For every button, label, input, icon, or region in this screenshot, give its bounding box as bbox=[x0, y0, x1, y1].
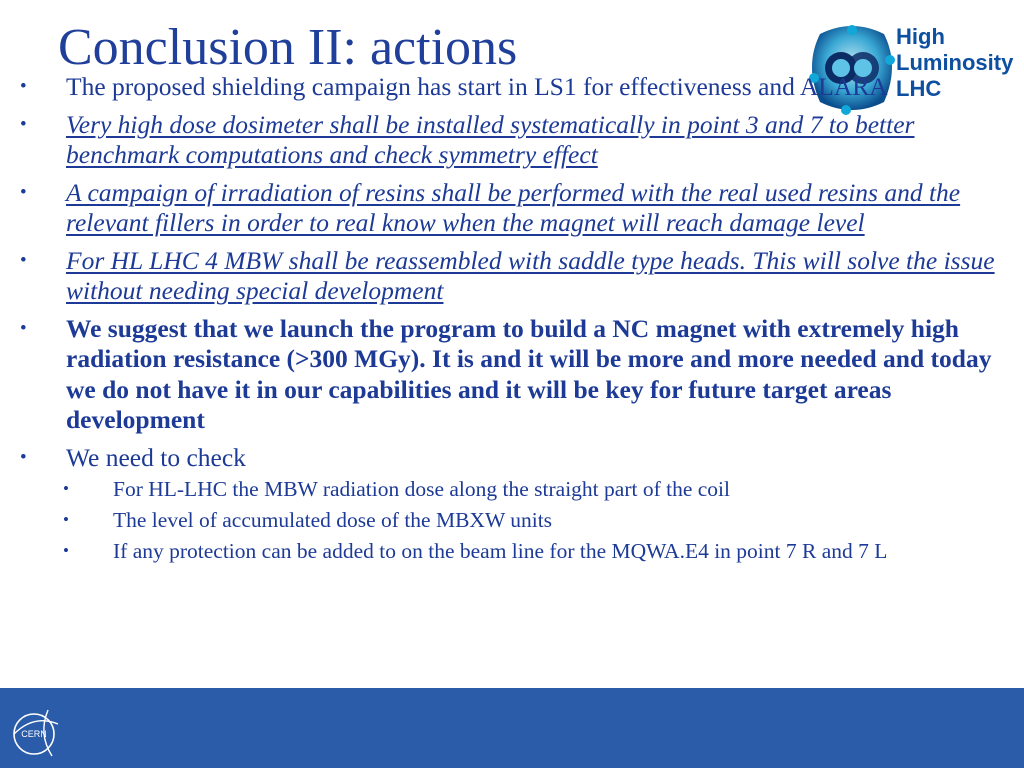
bullet-marker: • bbox=[20, 181, 27, 203]
sub-bullet-mbw-dose bbox=[0, 477, 1024, 501]
cern-logo-icon bbox=[8, 704, 64, 760]
sub-bullet-marker: • bbox=[63, 541, 69, 560]
bullet-resin-irradiation bbox=[0, 178, 1024, 239]
bullet-text: A campaign of irradiation of resins shall be performed with the real used resins and the relevant fillers in order to real know when the magnet will reach damage level bbox=[66, 177, 961, 237]
sub-bullet-marker: • bbox=[63, 510, 69, 529]
bullet-marker: • bbox=[20, 113, 27, 135]
bullet-shielding-campaign bbox=[0, 72, 1024, 103]
bullet-text: We suggest that we launch the program to build a NC magnet with extremely high radiation resistance (>300 MGy). It is and it will be more and more needed and today we do not have it in our capabilities and it will be key for future target areas development bbox=[66, 313, 992, 434]
logo-line-2: Luminosity bbox=[896, 50, 1014, 75]
logo-line-1: High bbox=[896, 24, 945, 49]
sub-bullet-mbxw-dose bbox=[0, 508, 1024, 532]
bullet-text: Very high dose dosimeter shall be installed systematically in point 3 and 7 to better benchmark computations and check symmetry effect bbox=[66, 109, 915, 169]
sub-bullet-marker: • bbox=[63, 479, 69, 498]
bullet-list bbox=[0, 72, 1024, 570]
sub-bullet-mqwa-protection bbox=[0, 539, 1024, 563]
bullet-mbw-reassembly bbox=[0, 246, 1024, 307]
sub-bullet-text: The level of accumulated dose of the MBXW units bbox=[113, 508, 553, 532]
sub-bullet-text: If any protection can be added to on the beam line for the MQWA.E4 in point 7 R and 7 L bbox=[113, 539, 888, 563]
cern-logo-text: CERN bbox=[21, 729, 47, 739]
bullet-text: The proposed shielding campaign has start in LS1 for effectiveness and ALARA bbox=[66, 72, 888, 101]
bullet-marker: • bbox=[20, 249, 27, 271]
footer-bar bbox=[0, 688, 1024, 768]
logo-line-3: LHC bbox=[896, 76, 942, 101]
bullet-marker: • bbox=[20, 317, 27, 339]
bullet-marker: • bbox=[20, 76, 27, 97]
bullet-marker: • bbox=[20, 446, 27, 468]
slide-title: Conclusion II: actions bbox=[58, 19, 518, 76]
bullet-text: For HL LHC 4 MBW shall be reassembled with saddle type heads. This will solve the issue without needing special development bbox=[66, 245, 995, 305]
bullet-need-to-check bbox=[0, 443, 1024, 474]
bullet-dosimeter bbox=[0, 110, 1024, 171]
sub-bullet-text: For HL-LHC the MBW radiation dose along the straight part of the coil bbox=[113, 477, 731, 501]
bullet-nc-magnet-program bbox=[0, 314, 1024, 436]
bullet-text: We need to check bbox=[66, 442, 246, 472]
